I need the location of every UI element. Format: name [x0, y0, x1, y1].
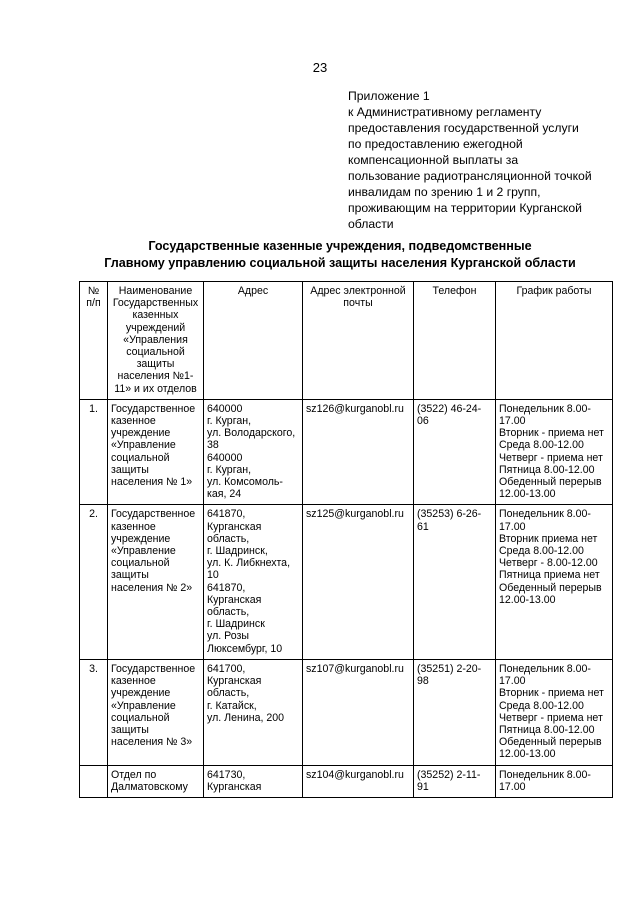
- document-heading: [60, 238, 620, 272]
- address-line: г. Катайск,: [207, 699, 257, 712]
- schedule-line: Вторник - приема нет: [499, 427, 604, 440]
- appendix-line: проживающим на территории Курганской: [348, 201, 582, 215]
- row-number: [80, 765, 108, 797]
- appendix-line: инвалидам по зрению 1 и 2 групп,: [348, 185, 541, 199]
- header-number: № п/п: [80, 282, 108, 400]
- institution-address: [204, 505, 303, 659]
- address-line: 641730, Курганская: [207, 768, 262, 793]
- table-row: [80, 765, 613, 797]
- institution-name: Государственное казенное учреждение «Управление социальной защиты населения № 2»: [108, 505, 204, 659]
- header-email: Адрес электронной почты: [303, 282, 414, 400]
- schedule-line: Четверг - 8.00-12.00: [499, 557, 598, 570]
- appendix-line: компенсационной выплаты за: [348, 153, 519, 167]
- institution-phone: (35251) 2-20-98: [414, 659, 496, 765]
- address-line: 640000: [207, 402, 243, 415]
- address-line: ул. Розы Люксембург, 10: [207, 630, 283, 655]
- row-number: 3.: [80, 659, 108, 765]
- address-line: г. Курган,: [207, 415, 252, 428]
- schedule-line: Обеденный перерыв 12.00-13.00: [499, 581, 602, 606]
- institution-phone: (35253) 6-26-61: [414, 505, 496, 659]
- institution-name: Отдел по Далматовскому: [108, 765, 204, 797]
- table-row: [80, 659, 613, 765]
- schedule-line: Среда 8.00-12.00: [499, 439, 584, 452]
- table-row: [80, 399, 613, 505]
- address-line: ул. К. Либкнехта, 10: [207, 557, 291, 582]
- schedule-line: Четверг - приема нет: [499, 451, 603, 464]
- address-line: 640000: [207, 451, 243, 464]
- institution-email: sz125@kurganobl.ru: [303, 505, 414, 659]
- address-line: ул. Володарского, 38: [207, 427, 296, 452]
- header-phone: Телефон: [414, 282, 496, 400]
- table-body: [80, 282, 613, 798]
- institution-address: [204, 399, 303, 505]
- schedule-line: Обеденный перерыв 12.00-13.00: [499, 736, 602, 761]
- work-schedule: [496, 505, 613, 659]
- table-row: [80, 505, 613, 659]
- schedule-line: Понедельник 8.00-17.00: [499, 662, 591, 688]
- institution-phone: (3522) 46-24-06: [414, 399, 496, 505]
- heading-line: Государственные казенные учреждения, подведомственные: [148, 239, 532, 253]
- address-line: 641870, Курганская область,: [207, 581, 262, 619]
- schedule-line: Обеденный перерыв 12.00-13.00: [499, 476, 602, 501]
- address-line: 641870, Курганская область,: [207, 508, 262, 545]
- work-schedule: [496, 659, 613, 765]
- schedule-line: Вторник - приема нет: [499, 687, 604, 700]
- institution-address: [204, 659, 303, 765]
- schedule-line: Понедельник 8.00-17.00: [499, 768, 591, 793]
- institution-phone: (35252) 2-11-91: [414, 765, 496, 797]
- appendix-line: области: [348, 217, 394, 231]
- heading-line: Главному управлению социальной защиты населения Курганской области: [104, 256, 576, 270]
- header-address: Адрес: [204, 282, 303, 400]
- institution-email: sz107@kurganobl.ru: [303, 659, 414, 765]
- institution-email: sz126@kurganobl.ru: [303, 399, 414, 505]
- appendix-line: Приложение 1: [348, 89, 430, 103]
- institutions-table: [79, 281, 613, 798]
- appendix-line: по предоставлению ежегодной: [348, 137, 523, 151]
- schedule-line: Пятница приема нет: [499, 569, 600, 582]
- schedule-line: Среда 8.00-12.00: [499, 699, 584, 712]
- row-number: 1.: [80, 399, 108, 505]
- address-line: г. Шадринск: [207, 618, 265, 631]
- schedule-line: Понедельник 8.00-17.00: [499, 402, 591, 428]
- page-number: 23: [312, 60, 328, 75]
- schedule-line: Пятница 8.00-12.00: [499, 463, 595, 476]
- address-line: г. Курган,: [207, 463, 252, 476]
- address-line: ул. Комсомоль-кая, 24: [207, 476, 283, 501]
- institution-email: sz104@kurganobl.ru: [303, 765, 414, 797]
- schedule-line: Четверг - приема нет: [499, 711, 603, 724]
- schedule-line: Вторник приема нет: [499, 532, 598, 545]
- address-line: ул. Ленина, 200: [207, 711, 285, 724]
- appendix-line: предоставления государственной услуги: [348, 121, 579, 135]
- appendix-line: пользование радиотрансляционной точкой: [348, 169, 592, 183]
- work-schedule: [496, 399, 613, 505]
- header-schedule: График работы: [496, 282, 613, 400]
- schedule-line: Понедельник 8.00-17.00: [499, 508, 591, 533]
- appendix-block: [348, 88, 618, 232]
- header-name: Наименование Государственных казенных учреждений «Управления социальной защиты населения №1-11» и их отделов: [108, 282, 204, 400]
- address-line: 641700, Курганская область,: [207, 662, 262, 700]
- institution-address: [204, 765, 303, 797]
- appendix-line: к Административному регламенту: [348, 105, 542, 119]
- institution-name: Государственное казенное учреждение «Управление социальной защиты населения № 3»: [108, 659, 204, 765]
- table-header-row: [80, 282, 613, 400]
- schedule-line: Пятница 8.00-12.00: [499, 723, 595, 736]
- row-number: 2.: [80, 505, 108, 659]
- institution-name: Государственное казенное учреждение «Управление социальной защиты населения № 1»: [108, 399, 204, 505]
- schedule-line: Среда 8.00-12.00: [499, 545, 584, 558]
- address-line: г. Шадринск,: [207, 545, 268, 558]
- work-schedule: [496, 765, 613, 797]
